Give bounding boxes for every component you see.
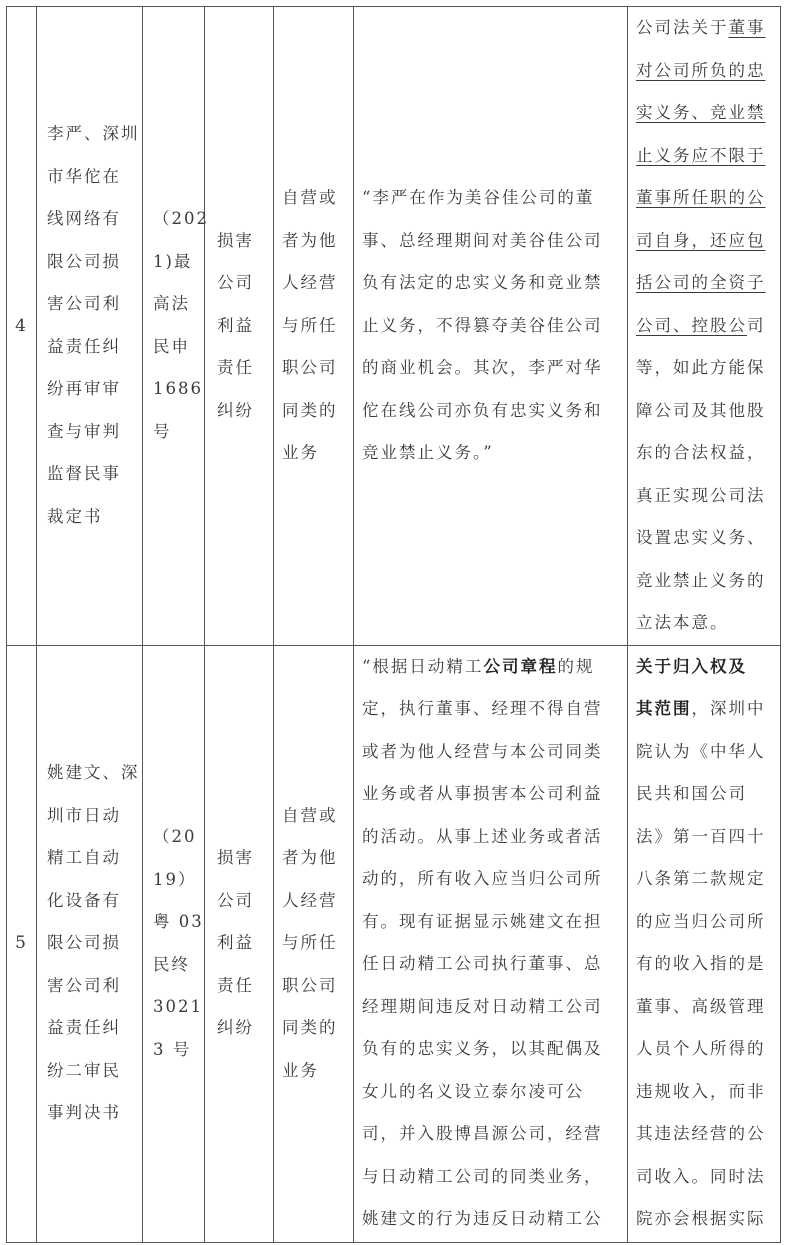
case-number-line: 粤 03 (153, 912, 204, 931)
act-line: 人经营 (282, 273, 338, 292)
case-number-line: 号 (153, 421, 172, 441)
case-name-line: 查与审判 (47, 421, 121, 441)
act-cell (274, 645, 354, 1242)
quote-line: 有。现有证据显示姚建文在担 (362, 911, 603, 931)
cause-line: 责任 (217, 975, 254, 995)
act-line: 业务 (282, 443, 319, 462)
case-name-line: 害公司利 (47, 975, 121, 995)
act-line: 与所任 (282, 933, 338, 953)
quote-line: 的商业机会。其次，李严对华 (362, 358, 603, 377)
case-name-line: 圳市日动 (47, 805, 121, 825)
case-number-cell (143, 7, 209, 646)
quote-line: 负有法定的忠实义务和竞业禁 (362, 273, 603, 292)
act-cell (274, 7, 354, 646)
note-line: 法》第一百四十 (636, 826, 766, 846)
case-name-line: 姚建文、深 (47, 763, 140, 783)
act-line: 同类的 (282, 400, 338, 420)
quote-line: 业务或者从事损害本公司利益 (362, 784, 603, 803)
act-line: 人经营 (282, 890, 338, 910)
cause-line: 公司 (217, 273, 254, 292)
quote-line: 止义务，不得篡夺美谷佳公司 (362, 315, 603, 335)
act-line: 同类的 (282, 1018, 338, 1038)
quote-line: 负有的忠实义务，以其配偶及 (362, 1039, 603, 1058)
note-line: 有的收入指的是 (636, 954, 766, 973)
note-line: 民共和国公司 (636, 784, 747, 803)
case-name-line: 限公司损 (47, 933, 121, 953)
note-line: 八条第二款规定 (636, 869, 766, 888)
quote-line: 或者为他人经营与本公司同类 (362, 741, 603, 761)
note-line: 设置忠实义务、 (636, 528, 766, 547)
quote-line: 定，执行董事、经理不得自营 (362, 699, 603, 718)
case-number-line: 3 号 (153, 1039, 192, 1059)
note-line: 司收入。同时法 (636, 1166, 766, 1186)
act-line: 自营或 (282, 188, 338, 207)
quote-line: 事、总经理期间对美谷佳公司 (362, 230, 603, 250)
case-number-line: 3021 (153, 997, 203, 1016)
case-number-line: 民终 (153, 954, 190, 974)
case-number-line: 1)最 (153, 251, 193, 271)
cause-cell (205, 645, 274, 1242)
note-text: ，深圳中 (691, 699, 766, 718)
case-name-line: 李严、深圳 (47, 124, 140, 144)
note-line: 违规收入，而非 (636, 1081, 766, 1101)
row-number (7, 7, 37, 646)
case-name-line: 益责任纠 (47, 336, 121, 356)
note-line: 等，如此方能保 (636, 358, 766, 377)
quote-line: 司，并入股博昌源公司，经营 (362, 1124, 603, 1143)
note-underlined: 实义务、竞业禁 (636, 103, 766, 122)
case-name-line: 纷再审审 (47, 379, 121, 399)
note-line: 障公司及其他股 (636, 400, 766, 420)
note-underlined: 董事 (728, 18, 766, 37)
note-line: 的应当归公司所 (636, 911, 766, 931)
table-row (7, 645, 781, 1242)
note-line: 真正实现公司法 (636, 485, 766, 505)
row-number (7, 645, 37, 1242)
case-name-cell (37, 645, 143, 1242)
note-underlined: 司自身，还应包 (636, 230, 766, 250)
case-name-line: 害公司利 (47, 294, 121, 314)
note-line (636, 177, 774, 220)
cause-line: 纠纷 (217, 1018, 254, 1038)
quote-line: “李严在作为美谷佳公司的董 (362, 188, 595, 207)
case-table (6, 6, 781, 1243)
case-name-line: 市华佗在 (47, 166, 121, 186)
note-line: 人员个人所得的 (636, 1039, 766, 1058)
act-line: 职公司 (282, 975, 338, 995)
note-bold-text: 其范围 (636, 699, 692, 718)
case-name-line: 事判决书 (47, 1103, 121, 1123)
note-line: 竞业禁止义务的 (636, 570, 766, 590)
quote-line: 动的，所有收入应当归公司所 (362, 869, 603, 888)
note-line: 院认为《中华人 (636, 741, 766, 761)
case-name-line: 裁定书 (47, 506, 103, 526)
cause-line: 利益 (217, 933, 254, 953)
act-line: 与所任 (282, 315, 338, 335)
case-name-line: 化设备有 (47, 890, 121, 910)
commentary-cell (628, 645, 781, 1242)
cause-cell (205, 7, 274, 646)
case-number-line: 19） (153, 869, 197, 889)
cause-line: 损害 (217, 848, 254, 868)
note-underlined: 括公司的全资子 (636, 273, 766, 292)
note-line: 东的合法权益， (636, 443, 766, 462)
note-line (636, 135, 774, 178)
cause-line: 利益 (217, 315, 254, 335)
cause-line: 公司 (217, 890, 254, 910)
quote-line: 姚建文的行为违反日动精工公 (362, 1209, 603, 1228)
table-row (7, 7, 781, 646)
case-number-line: 高法 (153, 294, 190, 314)
judgment-quote-cell (354, 7, 628, 646)
quote-line (362, 646, 621, 689)
quote-bold-text: 公司章程 (483, 656, 558, 676)
case-name-line: 限公司损 (47, 251, 121, 271)
act-line: 者为他 (282, 848, 338, 868)
case-number-line: （202 (153, 209, 209, 229)
quote-text: “根据日动精工 (362, 656, 484, 676)
note-line (636, 7, 774, 50)
case-name-line: 精工自动 (47, 848, 121, 868)
note-underlined: 止义务应不限于 (636, 145, 766, 165)
case-number-line: （20 (153, 827, 197, 846)
case-number-line: 民申 (153, 336, 190, 356)
quote-line: 竞业禁止义务。” (362, 443, 494, 462)
case-number-line: 1686 (153, 379, 203, 399)
quote-line: 的活动。从事上述业务或者活 (362, 826, 603, 846)
quote-line: 与日动精工公司的同类业务， (362, 1166, 603, 1186)
act-line: 者为他 (282, 230, 338, 250)
note-line: 其违法经营的公 (636, 1124, 766, 1143)
act-line: 自营或 (282, 805, 338, 825)
case-name-line: 监督民事 (47, 464, 121, 484)
note-line (636, 92, 774, 135)
case-number-cell (143, 645, 205, 1242)
note-line (636, 50, 774, 93)
note-line: 关于归入权及 (636, 656, 747, 676)
act-line: 职公司 (282, 358, 338, 377)
quote-line: 经理期间违反对日动精工公司 (362, 996, 603, 1016)
quote-line: 女儿的名义设立泰尔凌可公 (362, 1081, 584, 1101)
note-underlined: 董事所任职的公 (636, 188, 766, 207)
commentary-cell (628, 7, 781, 646)
cause-line: 责任 (217, 358, 254, 377)
note-underlined: 对公司所负的忠 (636, 60, 766, 80)
note-line (636, 262, 774, 305)
case-name-line: 纷二审民 (47, 1060, 121, 1080)
row-number-text: 5 (15, 933, 28, 954)
note-line (636, 220, 774, 263)
case-name-line: 线网络有 (47, 209, 121, 229)
note-text: 司 (747, 315, 766, 335)
note-line (636, 305, 774, 348)
note-text: 公司法关于 (636, 18, 729, 37)
case-name-line: 益责任纠 (47, 1018, 121, 1038)
note-line (636, 688, 774, 731)
judgment-quote-cell (354, 645, 628, 1242)
note-line: 董事、高级管理 (636, 996, 766, 1016)
cause-line: 损害 (217, 230, 254, 250)
quote-line: 佗在线公司亦负有忠实义务和 (362, 400, 603, 420)
case-name-cell (37, 7, 143, 646)
quote-text: 的规 (557, 656, 595, 676)
row-number-text: 4 (15, 315, 28, 336)
act-line: 业务 (282, 1060, 319, 1080)
note-line: 院亦会根据实际 (636, 1209, 766, 1228)
note-line: 立法本意。 (636, 613, 729, 632)
cause-line: 纠纷 (217, 400, 254, 420)
quote-line: 任日动精工公司执行董事、总 (362, 954, 603, 973)
note-underlined: 公司、控股公 (636, 315, 747, 335)
